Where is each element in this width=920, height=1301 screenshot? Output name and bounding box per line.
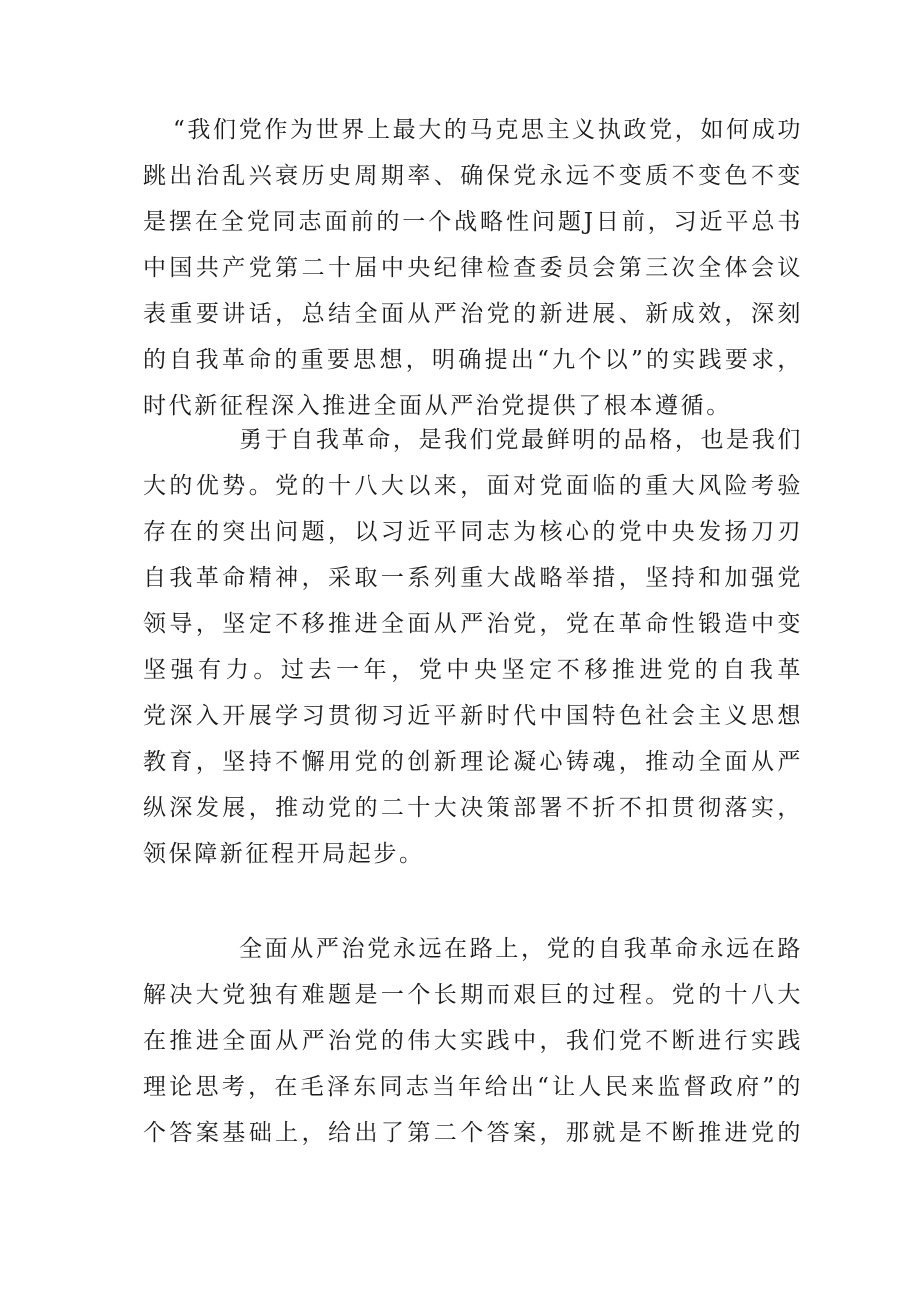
paragraph-line: 领导，坚定不移推进全面从严治党，党在革命性锻造中变 [143, 611, 803, 637]
paragraph-line: 解决大党独有难题是一个长期而艰巨的过程。党的十八大 [143, 982, 803, 1008]
paragraph-line: 教育，坚持不懈用党的创新理论凝心铸魂，推动全面从严 [143, 749, 803, 775]
paragraph-1 [143, 107, 803, 429]
paragraph-line: 理论思考，在毛泽东同志当年给出“让人民来监督政府”的 [143, 1074, 803, 1100]
paragraph-3 [143, 926, 803, 1156]
paragraph-line: 在推进全面从严治党的伟大实践中，我们党不断进行实践 [143, 1028, 803, 1054]
paragraph-line: 存在的突出问题，以习近平同志为核心的党中央发扬刀刃 [143, 519, 803, 545]
paragraph-line: 时代新征程深入推进全面从严治党提供了根本遵循。 [143, 393, 732, 419]
paragraph-line: 领保障新征程开局起步。 [143, 841, 425, 867]
paragraph-line: 跳出治乱兴衰历史周期率、确保党永远不变质不变色不变 [143, 163, 803, 189]
paragraph-line: 纵深发展，推动党的二十大决策部署不折不扣贯彻落实， [143, 795, 803, 821]
paragraph-line: 自我革命精神，采取一系列重大战略举措，坚持和加强党 [143, 565, 803, 591]
paragraph-line: 勇于自我革命，是我们党最鲜明的品格，也是我们 [239, 427, 803, 453]
paragraph-line: 中国共产党第二十届中央纪律检查委员会第三次全体会议 [143, 255, 803, 281]
paragraph-line: 个答案基础上，给出了第二个答案，那就是不断推进党的 [143, 1120, 803, 1146]
paragraph-line: 是摆在全党同志面前的一个战略性问题J日前，习近平总书 [143, 209, 803, 235]
paragraph-line: 党深入开展学习贯彻习近平新时代中国特色社会主义思想 [143, 703, 803, 729]
paragraph-line: 坚强有力。过去一年，党中央坚定不移推进党的自我革 [143, 657, 803, 683]
paragraph-line: 全面从严治党永远在路上，党的自我革命永远在路 [239, 936, 803, 962]
paragraph-2 [143, 417, 803, 877]
paragraph-line: 表重要讲话，总结全面从严治党的新进展、新成效，深刻 [143, 301, 803, 327]
paragraph-line: 的自我革命的重要思想，明确提出“九个以”的实践要求， [143, 347, 803, 373]
paragraph-line: 大的优势。党的十八大以来，面对党面临的重大风险考验 [143, 473, 803, 499]
paragraph-line: “我们党作为世界上最大的马克思主义执政党，如何成功 [173, 117, 803, 143]
